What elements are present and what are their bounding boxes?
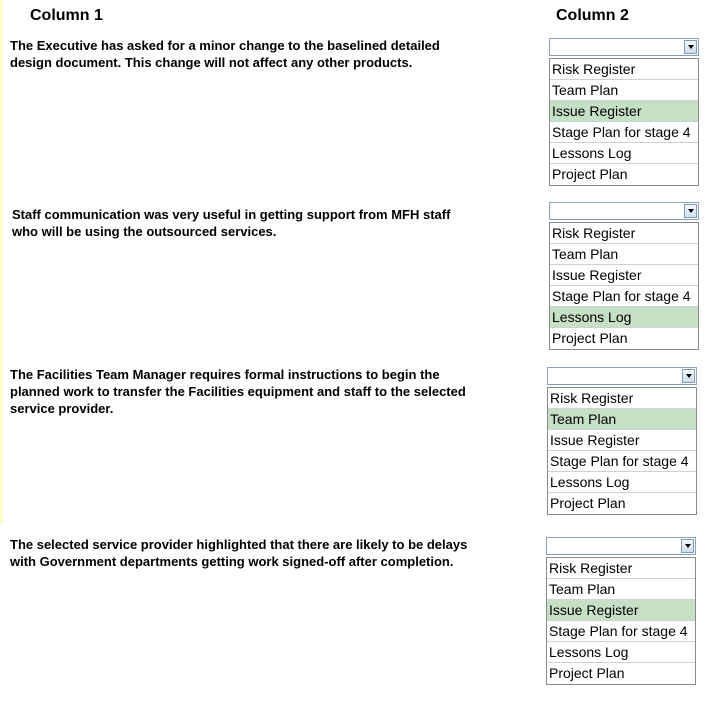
- dropdown-1-select[interactable]: [549, 38, 699, 56]
- question-3-line-1: The Facilities Team Manager requires formal instructions to begin the: [10, 367, 440, 382]
- question-3: [10, 366, 510, 417]
- dropdown-1-options: [549, 58, 699, 186]
- question-2-line-2: who will be using the outsourced services.: [12, 224, 277, 239]
- dropdown-3-options: [547, 387, 697, 515]
- option-lessons-log[interactable]: Lessons Log: [550, 143, 698, 164]
- option-issue-register[interactable]: Issue Register: [547, 600, 695, 621]
- column-1-header: Column 1: [30, 7, 103, 24]
- option-stage-plan-stage-4[interactable]: Stage Plan for stage 4: [550, 122, 698, 143]
- option-stage-plan-stage-4[interactable]: Stage Plan for stage 4: [550, 286, 698, 307]
- option-lessons-log[interactable]: Lessons Log: [548, 472, 696, 493]
- question-3-line-3: service provider.: [10, 401, 114, 416]
- question-1-line-2: design document. This change will not affect any other products.: [10, 55, 413, 70]
- answer-dropdown-4: [546, 537, 696, 685]
- question-4-line-1: The selected service provider highlighted that there are likely to be delays: [10, 537, 468, 552]
- question-4-line-2: with Government departments getting work signed-off after completion.: [10, 554, 454, 569]
- chevron-down-icon[interactable]: [684, 40, 697, 54]
- option-lessons-log[interactable]: Lessons Log: [550, 307, 698, 328]
- option-project-plan[interactable]: Project Plan: [550, 495, 626, 511]
- option-project-plan[interactable]: Project Plan: [552, 166, 628, 182]
- option-risk-register[interactable]: Risk Register: [547, 558, 695, 579]
- chevron-down-icon[interactable]: [681, 539, 694, 553]
- question-3-line-2: planned work to transfer the Facilities equipment and staff to the selected: [10, 384, 466, 399]
- question-1: [10, 37, 510, 71]
- answer-dropdown-3: [547, 367, 697, 515]
- answer-dropdown-2: [549, 202, 699, 350]
- answer-dropdown-1: [549, 38, 699, 186]
- option-issue-register[interactable]: Issue Register: [548, 430, 696, 451]
- question-2-line-1: Staff communication was very useful in getting support from MFH staff: [12, 207, 451, 222]
- option-project-plan[interactable]: Project Plan: [552, 330, 628, 346]
- dropdown-3-select[interactable]: [547, 367, 697, 385]
- dropdown-4-options: [546, 557, 696, 685]
- option-team-plan[interactable]: Team Plan: [547, 579, 695, 600]
- column-2-header: Column 2: [556, 7, 629, 24]
- chevron-down-icon[interactable]: [684, 204, 697, 218]
- dropdown-4-select[interactable]: [546, 537, 696, 555]
- question-2: [12, 206, 512, 240]
- option-issue-register[interactable]: Issue Register: [550, 101, 698, 122]
- question-4: [10, 536, 510, 570]
- option-stage-plan-stage-4[interactable]: Stage Plan for stage 4: [547, 621, 695, 642]
- option-team-plan[interactable]: Team Plan: [548, 409, 696, 430]
- option-risk-register[interactable]: Risk Register: [550, 59, 698, 80]
- left-accent-rule: [0, 0, 3, 524]
- option-stage-plan-stage-4[interactable]: Stage Plan for stage 4: [548, 451, 696, 472]
- option-issue-register[interactable]: Issue Register: [550, 265, 698, 286]
- question-1-line-1: The Executive has asked for a minor change to the baselined detailed: [10, 38, 440, 53]
- option-risk-register[interactable]: Risk Register: [550, 223, 698, 244]
- chevron-down-icon[interactable]: [682, 369, 695, 383]
- option-risk-register[interactable]: Risk Register: [548, 388, 696, 409]
- option-lessons-log[interactable]: Lessons Log: [547, 642, 695, 663]
- dropdown-2-options: [549, 222, 699, 350]
- dropdown-2-select[interactable]: [549, 202, 699, 220]
- option-team-plan[interactable]: Team Plan: [550, 80, 698, 101]
- option-team-plan[interactable]: Team Plan: [550, 244, 698, 265]
- option-project-plan[interactable]: Project Plan: [549, 665, 625, 681]
